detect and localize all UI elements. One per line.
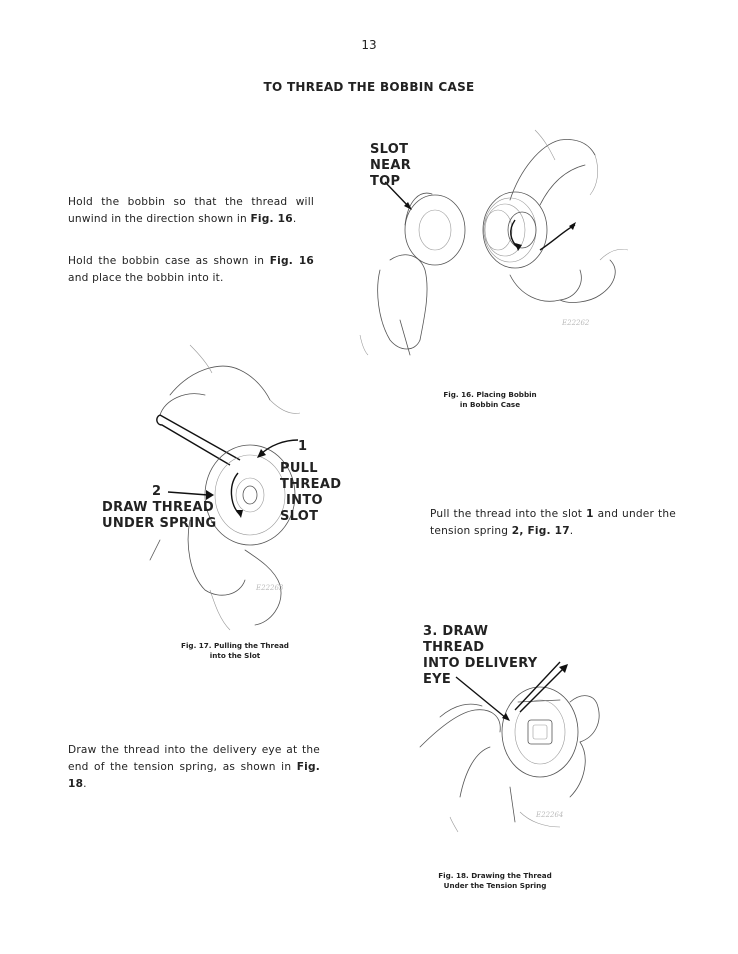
paragraph-hold-bobbin: Hold the bobbin so that the thread will unwind in the direction shown in Fig. 16. [68,196,314,225]
callout-draw-thread-into-delivery-eye: 3. DRAW THREAD INTO DELIVERY EYE [423,624,538,687]
figure-stamp: E22262 [562,319,590,327]
paragraph-hold-case: Hold the bobbin case as shown in Fig. 16 and place the bobbin into it. [68,255,314,284]
page-title: TO THREAD THE BOBBIN CASE [263,80,475,94]
figure-16 [360,130,660,355]
figure-18-caption: Fig. 18. Drawing the Thread Under the Tension Spring [438,871,552,890]
figure-ref: Fig. 16 [250,213,293,225]
callout-2-number: 2 [152,484,162,499]
figure-17 [90,345,350,635]
figure-17-caption: Fig. 17. Pulling the Thread into the Slot [181,641,289,660]
figure-stamp: E22263 [256,584,284,592]
figure-ref: Fig. 16 [269,255,314,267]
callout-draw-thread-under-spring: DRAW THREAD UNDER SPRING [102,500,217,531]
callout-pull-thread-into-slot: PULL THREAD INTO SLOT [280,461,342,524]
page-number: 13 [361,38,377,52]
figure-ref: Fig. 18 [68,761,320,790]
callout-1-number: 1 [298,439,308,454]
paragraph-pull-thread: Pull the thread into the slot 1 and under the tension spring 2, Fig. 17. [430,508,676,537]
figure-stamp: E22264 [536,811,564,819]
callout-slot-near-top: SLOT NEAR TOP [370,142,412,189]
figure-16-caption: Fig. 16. Placing Bobbin in Bobbin Case [443,390,537,409]
paragraph-delivery-eye: Draw the thread into the delivery eye at the end of the tension spring, as shown in Fig. 18. [68,744,320,790]
figure-18 [420,622,670,832]
figure-ref: , Fig. 17 [519,525,570,537]
